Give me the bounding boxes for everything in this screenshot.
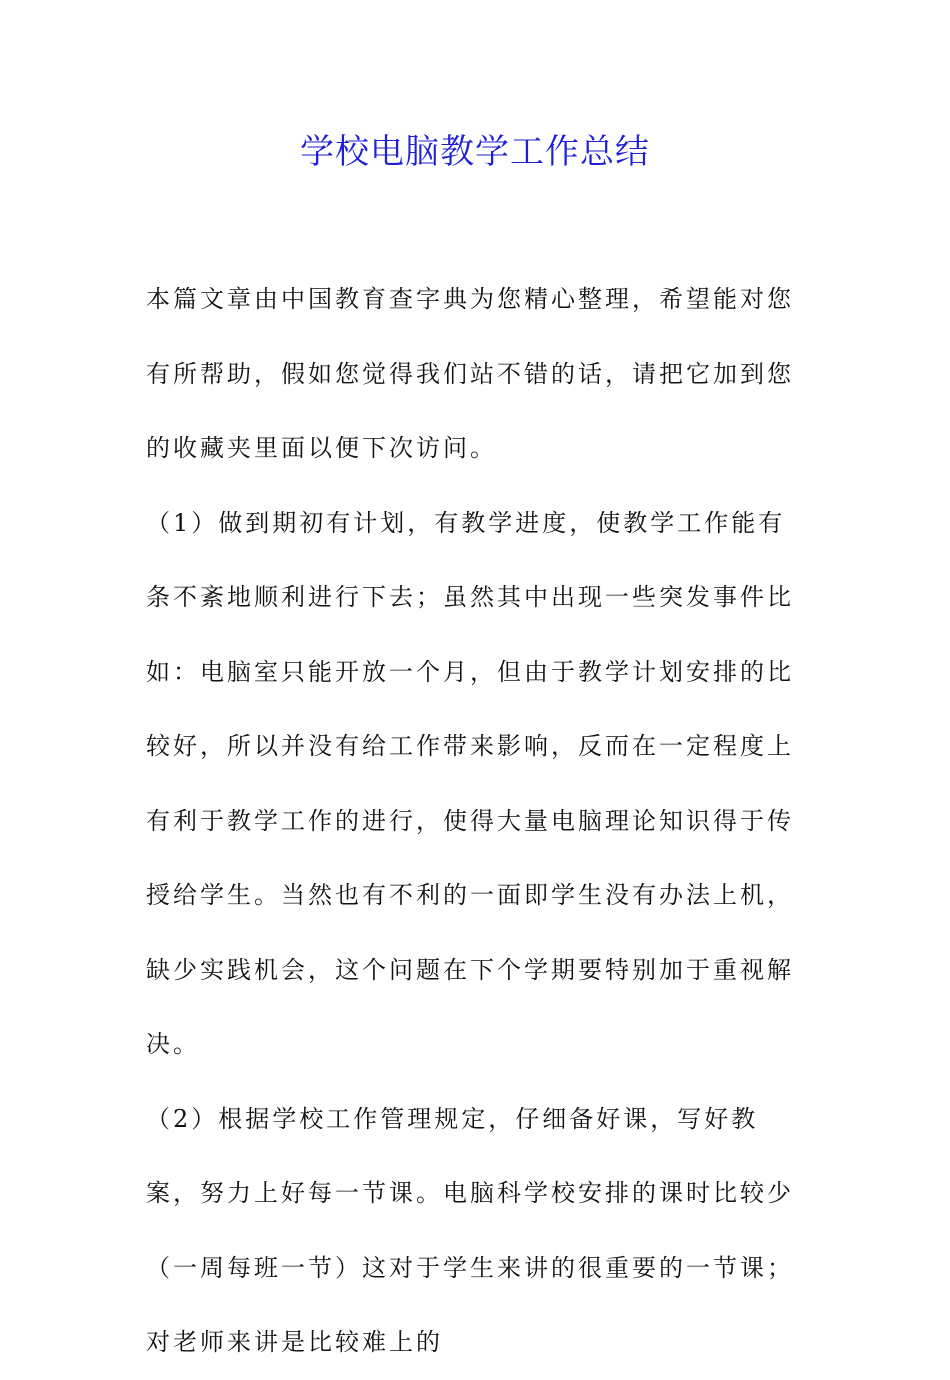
- document-title: 学校电脑教学工作总结: [300, 132, 650, 172]
- point-1-paragraph: （1）做到期初有计划，有教学进度，使教学工作能有条不紊地顺利进行下去；虽然其中出现一些突发事件比如：电脑室只能开放一个月，但由于教学计划安排的比较好，所以并没有给工作带来影响，反而在一定程度上有利于教学工作的进行，使得大量电脑理论知识得于传授给学生。当然也有不利的一面即学生没有办法上机，缺少实践机会，这个问题在下个学期要特别加于重视解决。: [146, 508, 794, 1058]
- document-body: [146, 262, 808, 1380]
- point-2-paragraph: （2）根据学校工作管理规定，仔细备好课，写好教案，努力上好每一节课。电脑科学校安排的课时比较少（一周每班一节）这对于学生来讲的很重要的一节课；对老师来讲是比较难上的: [146, 1104, 794, 1356]
- intro-paragraph: 本篇文章由中国教育查字典为您精心整理，希望能对您有所帮助，假如您觉得我们站不错的话，请把它加到您的收藏夹里面以便下次访问。: [146, 285, 794, 462]
